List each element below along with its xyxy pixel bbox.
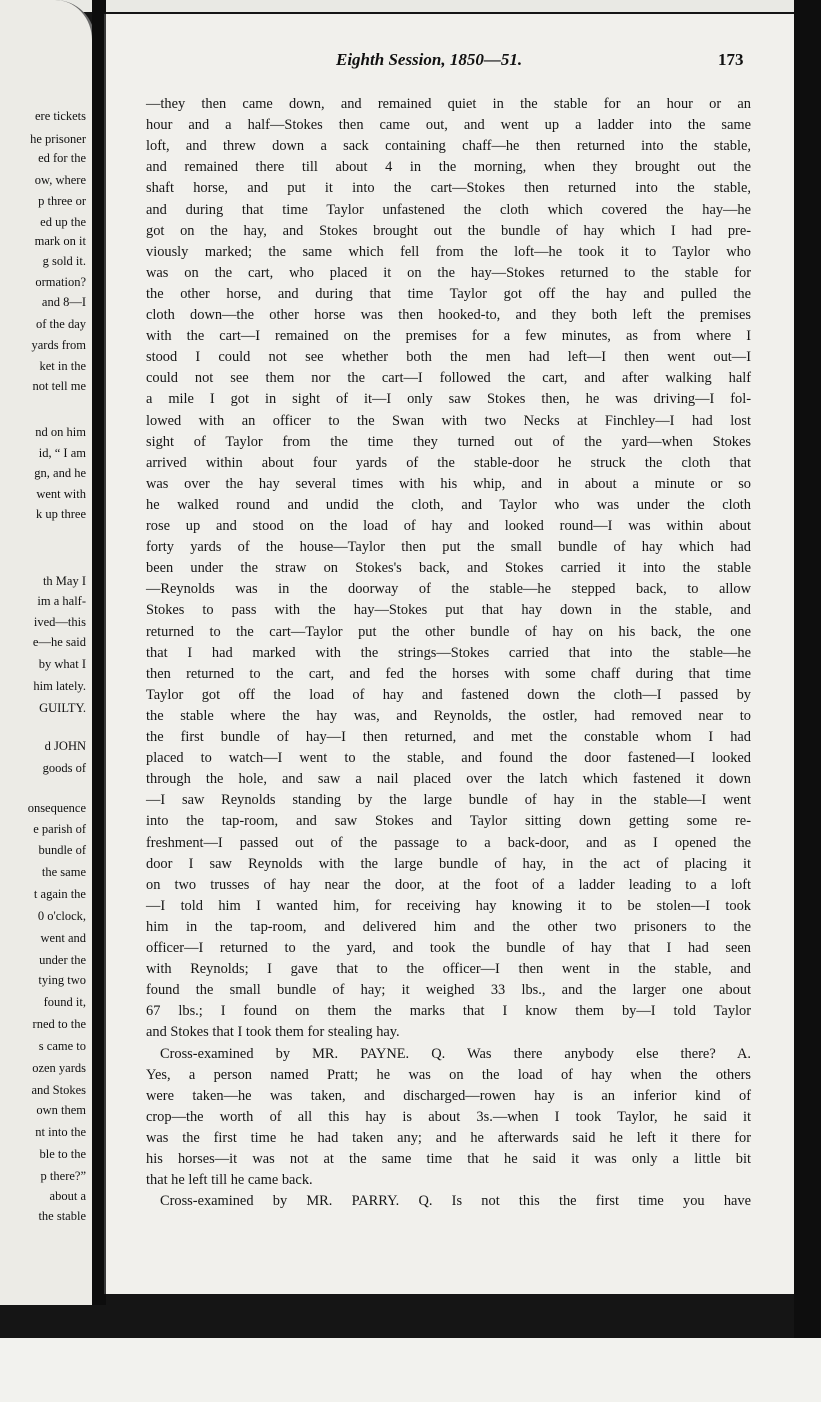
body-line: sight of Taylor from the time they turned out of the yard—when Stokes xyxy=(146,433,751,450)
left-page-fragment: he prisoner xyxy=(30,132,86,146)
left-page-fragment: by what I xyxy=(38,657,86,671)
left-page-fragment: and 8—I xyxy=(41,295,86,309)
body-line: arrived within about four yards of the stable-door he struck the cloth that xyxy=(146,454,751,471)
body-line: and remained there till about 4 in the morning, when they brought out the xyxy=(146,159,751,176)
body-line: was over the hay several times with his whip, and in about a minute or so xyxy=(146,475,751,492)
left-page-fragment: d JOHN xyxy=(44,739,86,753)
body-line: —I told him I wanted him, for receiving hay knowing it to be stolen—I took xyxy=(146,897,751,914)
body-line: that he left till he came back. xyxy=(146,1172,313,1189)
left-page-fragment: about a xyxy=(49,1189,86,1203)
page-number: 173 xyxy=(718,50,744,69)
body-line: could not see them nor the cart—I followed the cart, and after walking half xyxy=(146,370,751,387)
body-line: Cross-examined by MR. PAYNE. Q. Was there anybody else there? A. xyxy=(160,1045,751,1062)
body-line: officer—I returned to the yard, and took the bundle of hay that I had seen xyxy=(146,940,751,956)
body-line: that I had marked with the strings—Stokes carried that into the stable—he xyxy=(146,644,751,661)
body-line: with the cart—I remained on the premises for a few minutes, as from where I xyxy=(146,328,751,345)
body-line: he walked round and undid the cloth, and Taylor who was under the cloth xyxy=(146,496,751,513)
left-page-fragment: mark on it xyxy=(34,234,86,248)
body-line: was on the cart, who placed it on the hay—Stokes returned to the stable for xyxy=(146,264,751,281)
left-page-fragment: th May I xyxy=(42,574,86,588)
body-line: loft, and threw down a sack containing chaff—he then returned into the stable, xyxy=(146,138,751,155)
body-line: placed to watch—I went to the stable, and found the door fastened—I looked xyxy=(146,750,751,767)
left-page-fragment: ed up the xyxy=(40,215,86,229)
left-page-fragment: GUILTY. xyxy=(39,701,86,715)
left-page-fragment: own them xyxy=(36,1103,86,1117)
left-page-fragment: not tell me xyxy=(32,379,86,393)
body-line: a mile I got in sight of it—I only saw Stokes then, he was driving—I fol- xyxy=(146,391,751,408)
left-page-fragment: k up three xyxy=(36,507,86,521)
body-line: door I saw Reynolds with the large bundle of hay, in the act of placing it xyxy=(146,855,751,872)
left-page-fragment: bundle of xyxy=(38,843,86,857)
body-line: hour and a half—Stokes then came out, and went up a ladder into the same xyxy=(146,117,751,134)
body-line: been under the straw on Stokes's back, and Stokes carried it into the stable xyxy=(146,560,751,577)
left-page-fragment: the same xyxy=(41,865,86,879)
left-page-fragment: of the day xyxy=(36,317,86,331)
left-page-fragment: found it, xyxy=(43,995,86,1009)
body-line: him in the tap-room, and delivered him and the other two prisoners to the xyxy=(146,918,751,935)
body-line: and during that time Taylor unfastened the cloth which covered the hay—he xyxy=(146,201,751,218)
left-page-fragment: gn, and he xyxy=(34,466,86,480)
left-page-fragment: under the xyxy=(39,953,86,967)
left-page-fragment: ozen yards xyxy=(32,1061,86,1075)
body-line: —I saw Reynolds standing by the large bundle of hay in the stable—I went xyxy=(146,792,751,809)
left-page-fragment: ere tickets xyxy=(34,109,86,123)
body-line: stood I could not see whether both the men had left—I then went out—I xyxy=(146,349,751,366)
left-page-fragment: ormation? xyxy=(35,275,86,289)
body-line: freshment—I passed out of the passage to a back-door, and as I opened the xyxy=(146,834,751,851)
left-page-fragment: yards from xyxy=(31,338,86,352)
body-line: shaft horse, and put it into the cart—Stokes then returned into the stable, xyxy=(146,180,751,197)
body-line: through the hole, and saw a nail placed over the latch which fastened it down xyxy=(146,771,751,788)
left-page-fragment: goods of xyxy=(42,761,86,775)
left-facing-page xyxy=(0,0,95,1305)
running-title: Eighth Session, 1850—51. xyxy=(336,50,523,69)
body-line: —Reynolds was in the doorway of the stable—he stepped back, to allow xyxy=(146,581,751,598)
left-page-fragment: e parish of xyxy=(33,822,86,836)
body-line: and Stokes that I took them for stealing hay. xyxy=(146,1024,400,1041)
body-line: 67 lbs.; I found on them the marks that I know them by—I told Taylor xyxy=(146,1003,751,1020)
left-page-fragment: ived—this xyxy=(33,615,86,629)
left-page-fragment: e—he said xyxy=(32,635,86,649)
left-page-fragment: g sold it. xyxy=(42,254,86,268)
body-line: Stokes to pass with the hay—Stokes put that hay down in the stable, and xyxy=(146,602,751,619)
body-line: cloth down—the other horse was then hooked-to, and they both left the premises xyxy=(146,307,751,323)
body-line: on two trusses of hay near the door, at the foot of a ladder leading to a loft xyxy=(146,876,751,893)
left-page-fragment: onsequence xyxy=(27,801,86,815)
left-page-fragment: p three or xyxy=(38,194,86,208)
body-line: —they then came down, and remained quiet in the stable for an hour or an xyxy=(146,96,751,112)
left-page-fragment: nt into the xyxy=(35,1125,86,1139)
scan-right-edge xyxy=(794,0,821,1338)
left-page-fragment: p there?” xyxy=(40,1169,86,1183)
scan-bottom-margin xyxy=(0,1338,821,1402)
body-line: then returned to the cart, and fed the horses with some chaff during that time xyxy=(146,665,751,682)
body-line: returned to the cart—Taylor put the other bundle of hay on his back, the one xyxy=(146,623,751,640)
left-page-fragment: went with xyxy=(36,487,86,501)
left-page-fragment: s came to xyxy=(38,1039,86,1053)
body-line: into the tap-room, and saw Stokes and Taylor sitting down getting some re- xyxy=(146,813,751,830)
left-page-fragment: ket in the xyxy=(39,359,86,373)
left-page-fragment: ed for the xyxy=(38,151,86,165)
body-line: Yes, a person named Pratt; he was on the load of hay when the others xyxy=(146,1066,751,1083)
left-page-fragment: tying two xyxy=(38,973,86,987)
body-line: the other horse, and during that time Taylor got off the hay and pulled the xyxy=(146,285,751,302)
left-page-fragment: im a half- xyxy=(37,594,86,608)
left-page-fragment: him lately. xyxy=(33,679,86,693)
body-line: Cross-examined by MR. PARRY. Q. Is not this the first time you have xyxy=(160,1193,751,1210)
body-line: Taylor got off the load of hay and fastened down the cloth—I passed by xyxy=(146,686,751,703)
body-line: was the first time he had taken any; and he afterwards said he left it there for xyxy=(146,1129,751,1146)
body-line: his horses—it was not at the same time that he said it was only a little bit xyxy=(146,1151,751,1167)
body-line: got on the hay, and Stokes brought out the bundle of hay which I had pre- xyxy=(146,222,751,239)
left-page-fragment: and Stokes xyxy=(31,1083,86,1097)
left-page-fragment: nd on him xyxy=(35,425,86,439)
left-page-fragment: t again the xyxy=(33,887,86,901)
left-page-fragment: 0 o'clock, xyxy=(37,909,86,923)
body-line: viously marked; the same which fell from the loft—he took it to Taylor who xyxy=(146,243,751,260)
left-page-fragment: went and xyxy=(40,931,86,945)
body-line: found the small bundle of hay; it weighed 33 lbs., and the larger one about xyxy=(146,982,751,999)
left-page-fragment: the stable xyxy=(38,1209,86,1223)
left-page-fragment: id, “ I am xyxy=(38,446,86,460)
scan-top-margin xyxy=(0,0,821,12)
body-line: crop—the worth of all this hay is about 3s.—when I took Taylor, he said it xyxy=(146,1108,751,1125)
body-line: the stable where the hay was, and Reynolds, the ostler, had removed near to xyxy=(146,707,751,724)
body-line: with Reynolds; I gave that to the officer—I then went in the stable, and xyxy=(146,961,751,978)
left-page-fragment: rned to the xyxy=(32,1017,86,1031)
left-page-fragment: ow, where xyxy=(34,173,86,187)
body-line: rose up and stood on the load of hay and looked round—I was within about xyxy=(146,518,751,534)
body-line: were taken—he was taken, and discharged—rowen hay is an inferior kind of xyxy=(146,1087,751,1104)
left-page-fragment: ble to the xyxy=(39,1147,86,1161)
body-line: forty yards of the house—Taylor then put the small bundle of hay which had xyxy=(146,539,751,556)
body-line: the first bundle of hay—I then returned, and met the constable whom I had xyxy=(146,729,751,745)
body-line: lowed with an officer to the Swan with two Necks at Finchley—I had lost xyxy=(146,412,751,429)
